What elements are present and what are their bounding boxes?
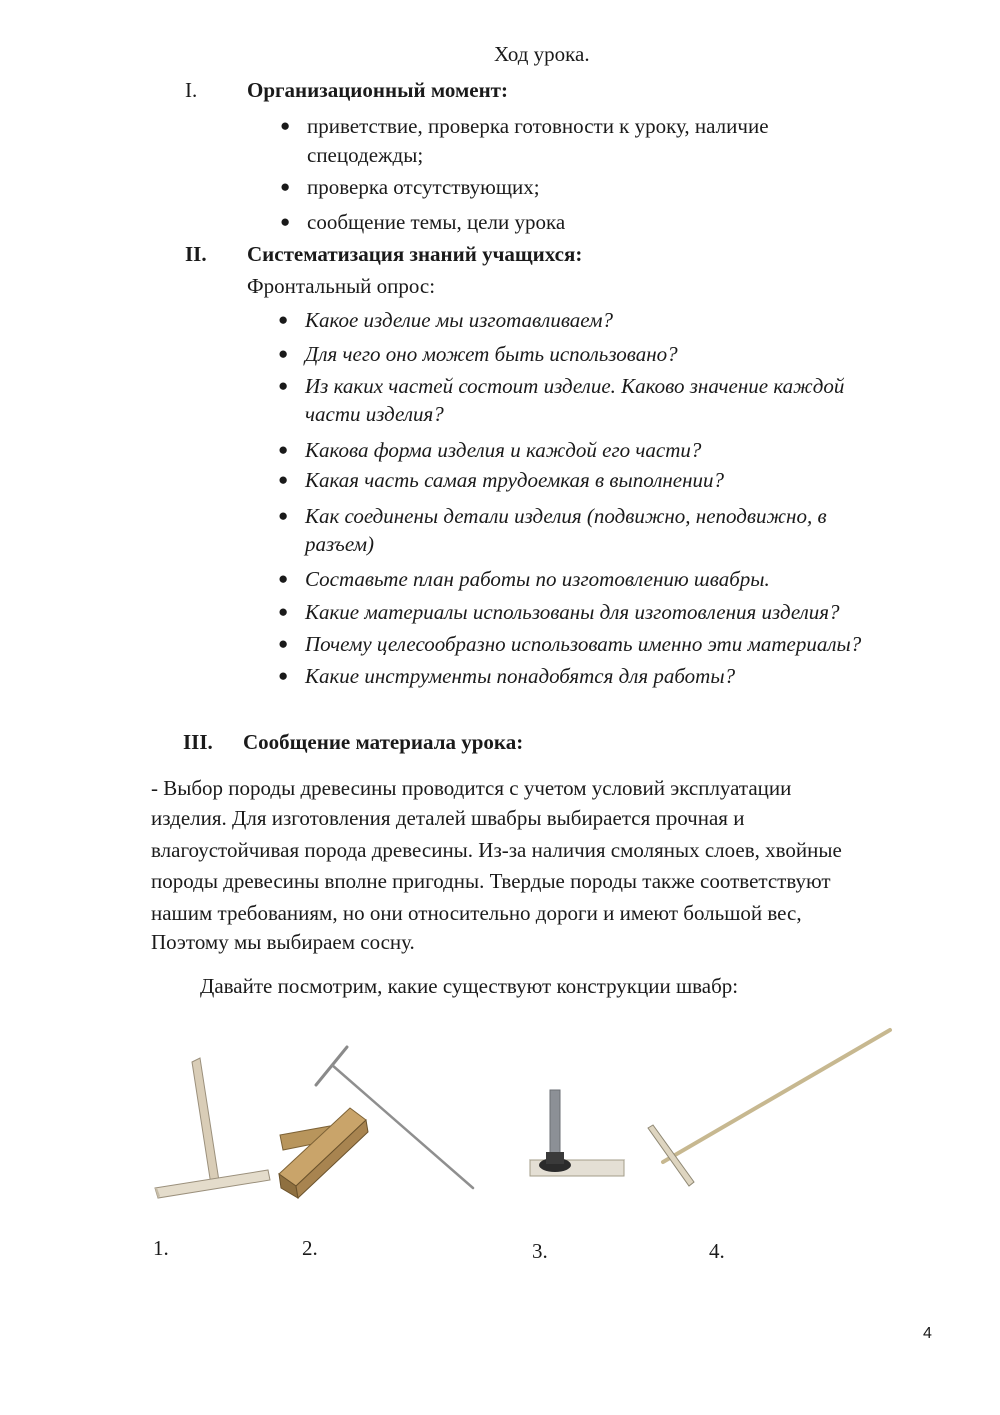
- paragraph-line: породы древесины вполне пригодны. Твердые породы также соответствуют: [151, 869, 831, 893]
- question-item: Какова форма изделия и каждой его части?: [305, 438, 702, 462]
- page-number: 4: [923, 1325, 932, 1342]
- figure-label: 1.: [153, 1236, 169, 1260]
- list-item: приветствие, проверка готовности к уроку, наличие: [307, 114, 769, 138]
- mop-2-image: [279, 1047, 473, 1198]
- section-3-heading: Сообщение материала урока:: [243, 730, 524, 754]
- paragraph-line: нашим требованиям, но они относительно дороги и имеют большой вес,: [151, 901, 802, 925]
- bullet-icon: ●: [278, 506, 289, 525]
- bullet-icon: ●: [278, 470, 289, 489]
- bullet-icon: ●: [278, 376, 289, 395]
- figure-label: 2.: [302, 1236, 318, 1260]
- bullet-icon: ●: [278, 666, 289, 685]
- figure-label: 4.: [709, 1239, 725, 1263]
- question-item: Какие инструменты понадобятся для работы?: [305, 664, 736, 688]
- figure-lead-text: Давайте посмотрим, какие существуют конструкции швабр:: [200, 974, 739, 998]
- section-2-intro: Фронтальный опрос:: [247, 274, 436, 298]
- question-item: Как соединены детали изделия (подвижно, неподвижно, в: [305, 504, 827, 528]
- section-1-heading: Организационный момент:: [247, 78, 508, 102]
- question-item: разъем): [305, 532, 375, 556]
- question-item: Для чего оно может быть использовано?: [305, 342, 678, 366]
- paragraph-line: Поэтому мы выбираем сосну.: [151, 930, 415, 954]
- paragraph-line: изделия. Для изготовления деталей швабры выбирается прочная и: [151, 806, 745, 830]
- bullet-icon: ●: [280, 212, 291, 231]
- question-item: Какое изделие мы изготавливаем?: [305, 308, 613, 332]
- question-item: Какие материалы использованы для изготовления изделия?: [305, 600, 840, 624]
- mop-3-image: [530, 1090, 624, 1176]
- paragraph-line: влагоустойчивая порода древесины. Из-за наличия смоляных слоев, хвойные: [151, 838, 842, 862]
- question-item: Из каких частей состоит изделие. Каково значение каждой: [305, 374, 845, 398]
- section-3-numeral: III.: [183, 730, 213, 754]
- section-1-numeral: I.: [185, 78, 198, 102]
- question-item: Составьте план работы по изготовлению швабры.: [305, 567, 770, 591]
- bullet-icon: ●: [278, 602, 289, 621]
- bullet-icon: ●: [278, 310, 289, 329]
- bullet-icon: ●: [278, 440, 289, 459]
- bullet-icon: ●: [278, 569, 289, 588]
- question-item: Почему целесообразно использовать именно эти материалы?: [305, 632, 862, 656]
- bullet-icon: ●: [280, 116, 291, 135]
- list-item: сообщение темы, цели урока: [307, 210, 566, 234]
- section-2-heading: Систематизация знаний учащихся:: [247, 242, 583, 266]
- question-item: части изделия?: [305, 402, 444, 426]
- bullet-icon: ●: [280, 177, 291, 196]
- mop-1-image: [155, 1058, 270, 1198]
- list-item: спецодежды;: [307, 143, 424, 167]
- bullet-icon: ●: [278, 344, 289, 363]
- paragraph-line: - Выбор породы древесины проводится с учетом условий эксплуатации: [151, 776, 792, 800]
- mop-4-image: [648, 1030, 890, 1186]
- question-item: Какая часть самая трудоемкая в выполнении?: [305, 468, 725, 492]
- list-item: проверка отсутствующих;: [307, 175, 540, 199]
- figure-label: 3.: [532, 1239, 548, 1263]
- section-2-numeral: II.: [185, 242, 207, 266]
- page-title: Ход урока.: [494, 42, 590, 66]
- bullet-icon: ●: [278, 634, 289, 653]
